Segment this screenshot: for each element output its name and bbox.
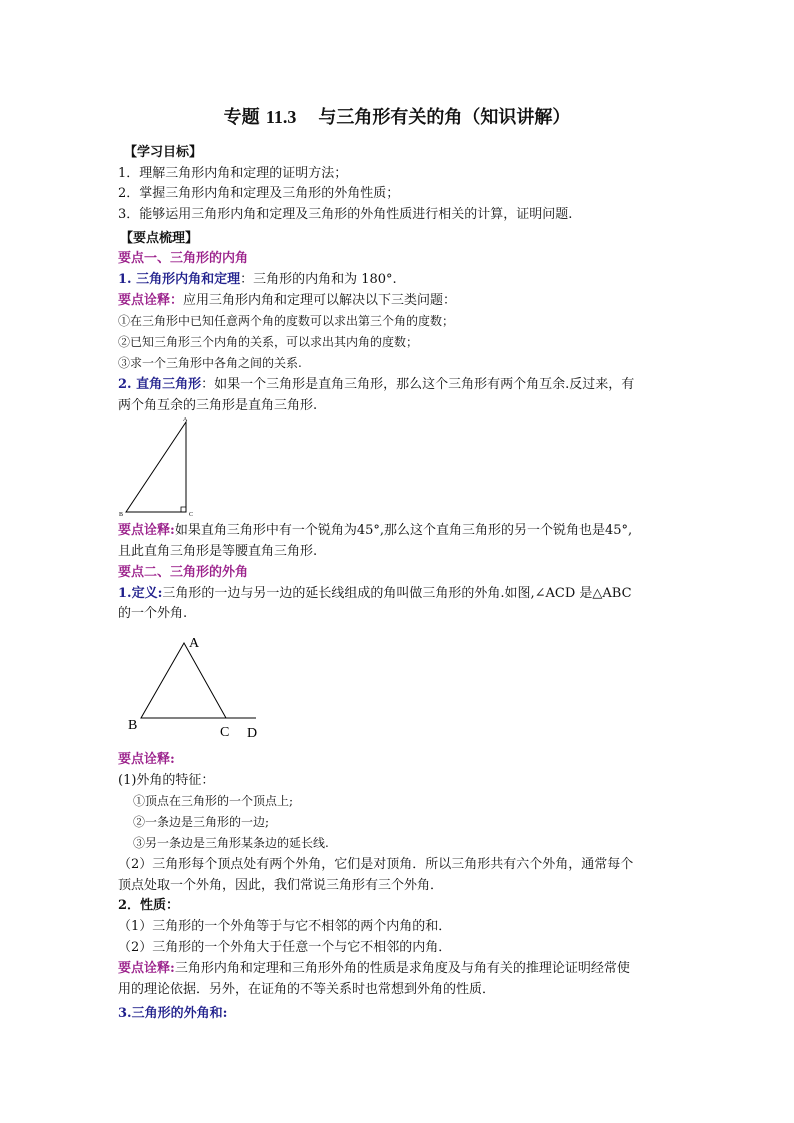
property-item-2: （2）三角形的一个外角大于任意一个与它不相邻的内角． [118, 940, 452, 955]
title-text: 与三角形有关的角（知识讲解） [318, 107, 571, 128]
title-prefix: 专题 [223, 107, 260, 128]
feature-header: (1)外角的特征： [118, 773, 215, 788]
exterior-sum-label: 3.三角形的外角和: [118, 1006, 228, 1021]
feature-item-2: ②一条边是三角形的一边; [133, 815, 270, 829]
feature-item-1: ①顶点在三角形的一个顶点上; [133, 794, 294, 808]
note2-label: 要点诠释: [118, 523, 175, 538]
exterior-vertex-a: A [189, 636, 200, 651]
exterior-para-line-1: （2）三角形每个顶点处有两个外角，它们是对顶角．所以三角形共有六个外角，通常每个 [118, 857, 634, 872]
theorem-text: ：三角形的内角和为 180°. [240, 272, 397, 287]
note-line [118, 291, 678, 310]
right-triangle-vertex-b: B [119, 512, 124, 518]
right-triangle-vertex-c: C [189, 512, 194, 518]
exterior-vertex-b: B [128, 718, 138, 733]
exterior-para-line-2: 顶点处取一个外角，因此，我们常说三角形有三个外角． [118, 878, 444, 893]
objective-item-1: 1．理解三角形内角和定理的证明方法； [118, 166, 348, 181]
definition-line-1 [118, 584, 678, 603]
use-item-2: ②已知三角形三个内角的关系，可以求出其内角的度数； [118, 335, 419, 349]
property-note-line-1 [118, 959, 678, 978]
right-triangle-line-1 [118, 375, 678, 394]
feature-item-3: ③另一条边是三角形某条边的延长线. [133, 836, 329, 850]
exterior-angle-figure [120, 628, 270, 740]
exterior-vertex-c: C [220, 725, 230, 740]
definition-line-2: 的一个外角. [118, 606, 188, 621]
title-number: 11.3 [265, 107, 297, 127]
key-points-header: 【要点梳理】 [120, 231, 199, 246]
use-item-1: ①在三角形中已知任意两个角的度数可以求出第三个角的度数； [118, 314, 455, 328]
right-triangle-vertex-a: A [183, 417, 188, 423]
theorem-label: 1. 三角形内角和定理 [118, 272, 241, 287]
note3-text-1: 三角形内角和定理和三角形外角的性质是求角度及与角有关的推理论证明经常使 [174, 961, 630, 976]
exterior-vertex-d: D [247, 726, 258, 740]
page-title [0, 104, 794, 131]
use-item-3: ③求一个三角形中各角之间的关系. [118, 356, 302, 370]
definition-label: 1.定义: [118, 586, 163, 601]
objectives-header: 【学习目标】 [124, 145, 203, 160]
note3-label: 要点诠释: [118, 961, 175, 976]
isosceles-note-line-2: 且此直角三角形是等腰直角三角形. [118, 544, 318, 559]
right-triangle-figure [110, 410, 210, 520]
right-triangle-label: 2. 直角三角形 [118, 377, 202, 392]
right-triangle-text-1: ：如果一个三角形是直角三角形，那么这个三角形有两个角互余.反过来，有 [201, 377, 635, 392]
property-note-line-2: 用的理论依据．另外，在证角的不等关系时也常想到外角的性质． [118, 982, 496, 997]
note-label-2: 要点诠释: [118, 752, 175, 767]
property-item-1: （1）三角形的一个外角等于与它不相邻的两个内角的和． [118, 919, 452, 934]
property-label: 2．性质： [118, 898, 180, 913]
isosceles-note-line-1 [118, 521, 678, 540]
note-label: 要点诠释： [118, 293, 184, 308]
right-triangle-line-2: 两个角互余的三角形是直角三角形. [118, 398, 318, 413]
theorem-line [118, 270, 678, 289]
note2-text-1: 如果直角三角形中有一个锐角为45°,那么这个直角三角形的另一个锐角也是45°, [174, 523, 633, 538]
objective-item-2: 2．掌握三角形内角和定理及三角形的外角性质； [118, 186, 400, 201]
section2-header: 要点二、三角形的外角 [118, 565, 249, 580]
objective-item-3: 3．能够运用三角形内角和定理及三角形的外角性质进行相关的计算，证明问题. [118, 207, 573, 222]
note-text: 应用三角形内角和定理可以解决以下三类问题： [183, 293, 457, 308]
section1-header: 要点一、三角形的内角 [118, 251, 249, 266]
definition-text-1: 三角形的一边与另一边的延长线组成的角叫做三角形的外角.如图,∠ACD 是△ABC [162, 586, 632, 601]
